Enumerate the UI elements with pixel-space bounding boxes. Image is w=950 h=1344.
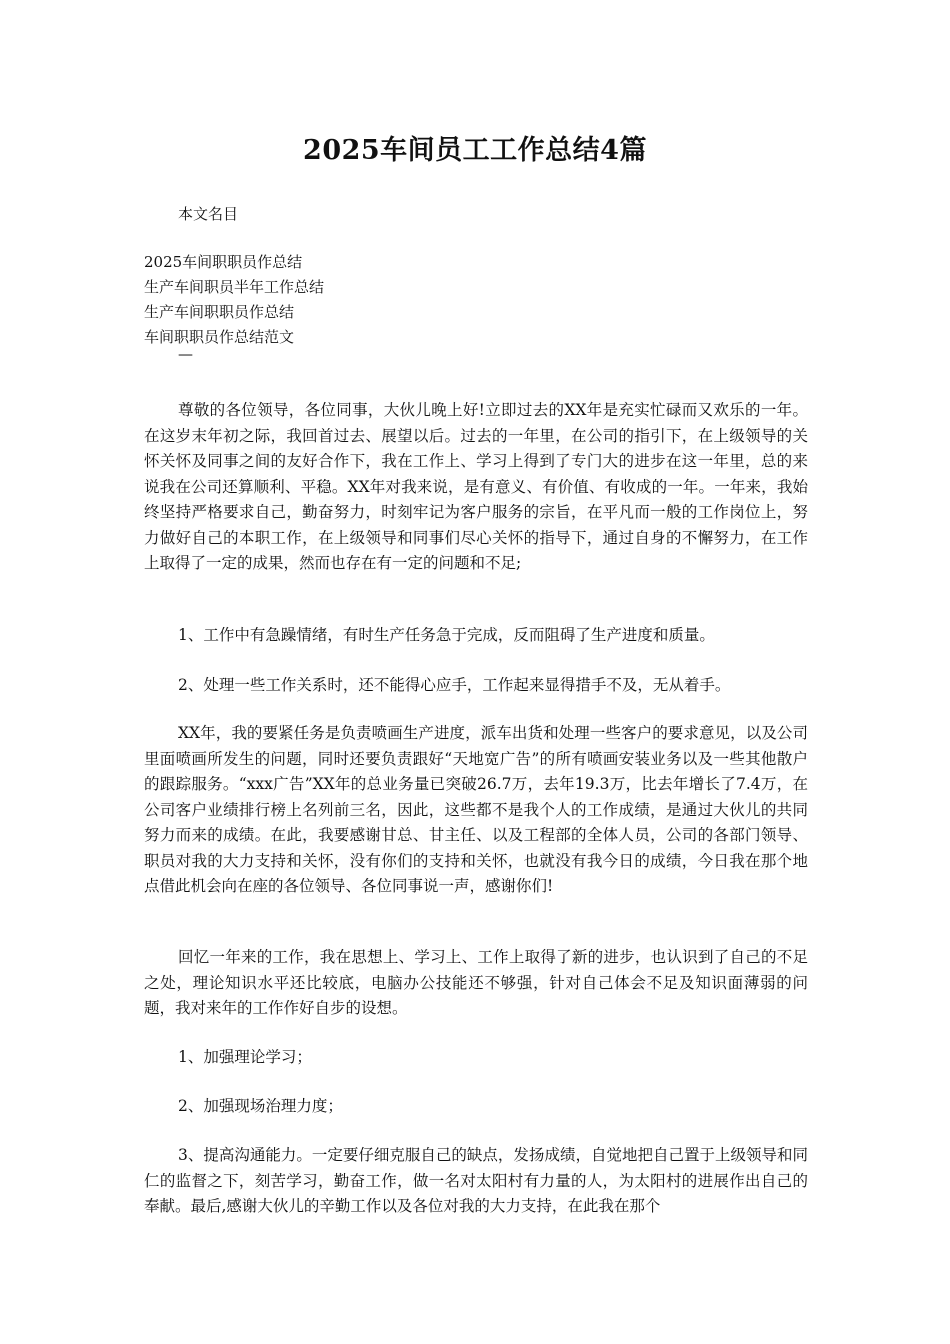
toc-item: 生产车间职职员作总结 [144,303,295,321]
table-of-contents [144,250,324,350]
body-paragraph: 3、提高沟通能力。一定要仔细克服自己的缺点，发扬成绩，自觉地把自己置于上级领导和同仁的监督之下，刻苦学习，勤奋工作，做一名对太阳村有力量的人，为太阳村的进展作出自己的奉献。最后,感谢大伙儿的辛勤工作以及各位对我的大力支持，在此我在那个 [144,1146,808,1215]
toc-heading: 本文名目 [178,205,239,223]
body-paragraph: 1、加强理论学习； [178,1048,312,1066]
document-title: 2025车间员工工作总结4篇 [303,135,647,166]
body-paragraph: XX年，我的要紧任务是负责喷画生产进度，派车出货和处理一些客户的要求意见，以及公司里面喷画所发生的问题，同时还要负责跟好“天地宽广告”的所有喷画安装业务以及一些其他散户的跟踪服务。“xxx广告”XX年的总业务量已突破26.7万，去年19.3万，比去年增长了7.4万，在公司客户业绩排行榜上名列前三名，因此，这些都不是我个人的工作成绩，是通过大伙儿的共同努力而来的成绩。在此，我要感谢甘总、甘主任、以及工程部的全体人员，公司的各部门领导、职员对我的大力支持和关怀，没有你们的支持和关怀，也就没有我今日的成绩，今日我在那个地点借此机会向在座的各位领导、各位同事说一声，感谢你们! [144,724,808,895]
body-paragraph: 尊敬的各位领导，各位同事，大伙儿晚上好!立即过去的XX年是充实忙碌而又欢乐的一年。在这岁末年初之际，我回首过去、展望以后。过去的一年里，在公司的指引下，在上级领导的关怀关怀及同事之间的友好合作下，我在工作上、学习上得到了专门大的进步在这一年里，总的来说我在公司还算顺利、平稳。XX年对我来说，是有意义、有价值、有收成的一年。一年来，我始终坚持严格要求自己，勤奋努力，时刻牢记为客户服务的宗旨，在平凡而一般的工作岗位上，努力做好自己的本职工作，在上级领导和同事们尽心关怀的指导下，通过自身的不懈努力，在工作上取得了一定的成果，然而也存在有一定的问题和不足; [144,401,808,572]
body-paragraph: 2、加强现场治理力度； [178,1097,343,1115]
toc-item: 车间职职员作总结范文 [144,328,295,346]
toc-item: 生产车间职员半年工作总结 [144,278,325,296]
body-paragraph: 回忆一年来的工作，我在思想上、学习上、工作上取得了新的进步，也认识到了自己的不足之处，理论知识水平还比较底，电脑办公技能还不够强，针对自己体会不足及知识面薄弱的问题，我对来年的工作作好自步的设想。 [144,948,808,1017]
body-paragraph: 2、处理一些工作关系时，还不能得心应手，工作起来显得措手不及，无从着手。 [178,676,731,694]
separator-dash: — [178,345,193,363]
body-paragraph: 1、工作中有急躁情绪，有时生产任务急于完成，反而阻碍了生产进度和质量。 [178,626,715,644]
toc-item: 2025车间职职员作总结 [144,253,303,271]
